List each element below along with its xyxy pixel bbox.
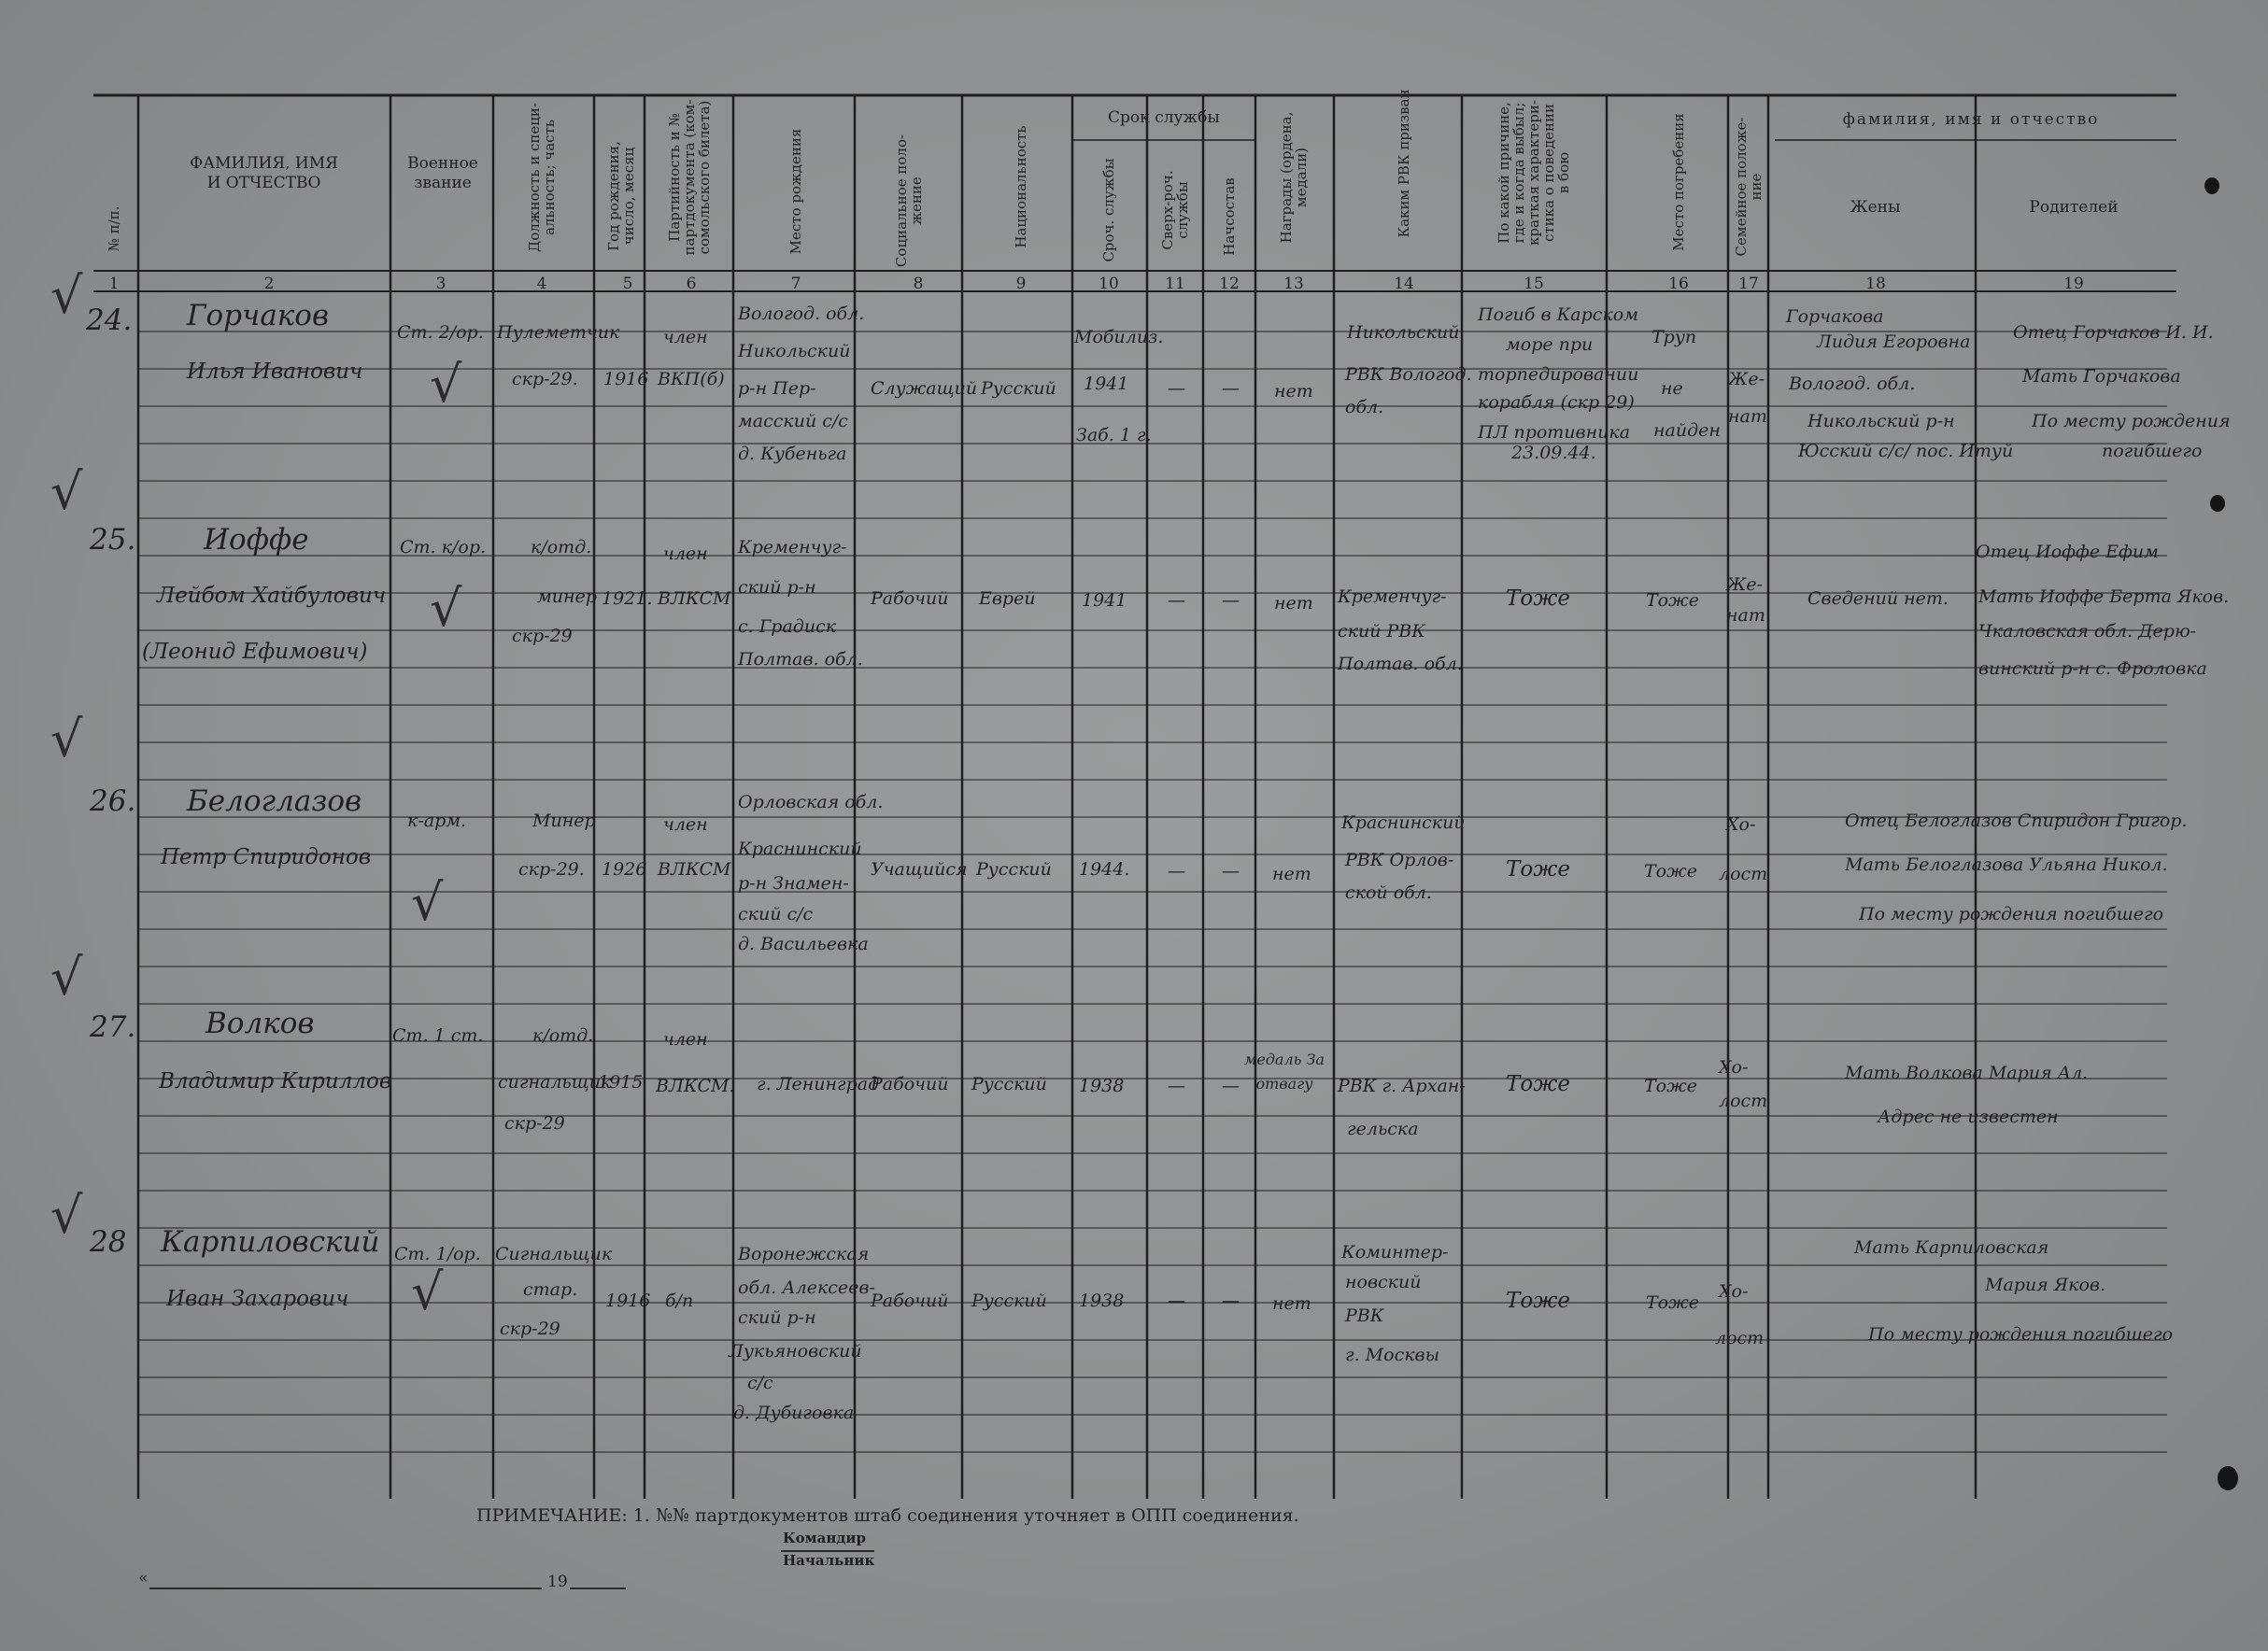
column-number-15: 15 bbox=[1524, 275, 1544, 293]
record-family-status: Хо- bbox=[1726, 814, 1756, 835]
date-year: 19 bbox=[547, 1573, 568, 1591]
record-wife: Юсский с/с/ пос. Итуй bbox=[1798, 441, 2014, 461]
record-birthplace: Орловская обл. bbox=[738, 792, 884, 812]
record-born: 1926 bbox=[602, 859, 647, 880]
header-service-group: Срок службы bbox=[1108, 108, 1220, 127]
column-number-17: 17 bbox=[1738, 275, 1759, 293]
column-number-5: 5 bbox=[622, 275, 633, 293]
column-number-9: 9 bbox=[1015, 275, 1027, 293]
record-burial: Труп bbox=[1651, 327, 1697, 347]
header-family-group: фамилия, имя и отчество bbox=[1842, 110, 2100, 129]
record-term: Мобилиз. bbox=[1074, 327, 1164, 347]
record-parents: Мать Белоглазова Ульяна Никол. bbox=[1845, 854, 2168, 875]
record-post: скр-29 bbox=[504, 1113, 565, 1134]
record-reason: Тоже bbox=[1506, 586, 1570, 611]
header-rvk: Каким РВК призван bbox=[1396, 89, 1412, 238]
record-number: 27. bbox=[90, 1010, 136, 1044]
record-family-status: лост bbox=[1715, 1328, 1765, 1348]
record-party: член bbox=[663, 543, 708, 564]
record-wife: Сведений нет. bbox=[1807, 588, 1949, 609]
column-number-7: 7 bbox=[790, 275, 801, 293]
check-mark-icon: √ bbox=[50, 462, 83, 521]
record-post: скр-29. bbox=[512, 369, 578, 389]
record-rvk: ский РВК bbox=[1338, 621, 1425, 642]
record-birthplace: Вологод. обл. bbox=[738, 303, 865, 324]
record-birthplace: ский р-н bbox=[738, 1307, 816, 1328]
record-post: скр-29. bbox=[518, 859, 585, 880]
record-nationality: Русский bbox=[971, 1291, 1047, 1311]
column-number-19: 19 bbox=[2063, 275, 2084, 293]
record-family-status: Же- bbox=[1728, 369, 1765, 389]
record-given-names: (Леонид Ефимович) bbox=[142, 640, 368, 664]
record-term: 1944. bbox=[1079, 859, 1130, 880]
column-number-18: 18 bbox=[1865, 275, 1886, 293]
header-name: ФАМИЛИЯ, ИМЯ И ОТЧЕСТВО bbox=[190, 154, 338, 192]
record-post: стар. bbox=[523, 1279, 578, 1300]
record-wife: Никольский р-н bbox=[1807, 411, 1955, 431]
record-reason: Тоже bbox=[1506, 1289, 1570, 1313]
record-born: 1921. bbox=[602, 588, 653, 609]
record-post: к/отд. bbox=[532, 1025, 594, 1046]
record-reason: корабля (скр 29) bbox=[1478, 392, 1635, 413]
record-family-status: Хо- bbox=[1719, 1281, 1749, 1302]
signature-title-bottom: Начальник bbox=[783, 1552, 875, 1569]
ink-blot bbox=[2218, 1466, 2238, 1490]
footnote: ПРИМЕЧАНИЕ: 1. №№ партдокументов штаб соединения уточняет в ОПП соединения. bbox=[476, 1505, 1299, 1526]
record-given-names: Лейбом Хайбулович bbox=[157, 584, 387, 608]
record-nationality: Русский bbox=[971, 1074, 1047, 1094]
record-term: 1941 bbox=[1082, 590, 1127, 611]
record-awards: нет bbox=[1274, 593, 1313, 614]
record-number: 24. bbox=[86, 303, 133, 337]
record-post: Минер bbox=[532, 811, 596, 831]
header-party: Партийность и № партдокумента (ком- сомольского билета) bbox=[666, 99, 713, 256]
record-rvk: Полтав. обл. bbox=[1338, 654, 1463, 674]
column-number-4: 4 bbox=[536, 275, 547, 293]
record-number: 25. bbox=[90, 523, 136, 557]
check-mark-icon: √ bbox=[50, 1186, 83, 1245]
record-burial: Тоже bbox=[1644, 1076, 1697, 1096]
record-party: ВКП(б) bbox=[658, 369, 725, 389]
record-birthplace: д. Дубиговка bbox=[733, 1403, 855, 1423]
record-surname: Иоффе bbox=[204, 523, 309, 557]
record-parents: По месту рождения погибшего bbox=[1868, 1324, 2174, 1345]
record-command: — bbox=[1222, 590, 1240, 611]
record-awards: нет bbox=[1272, 1293, 1311, 1314]
record-extra-term: — bbox=[1168, 1291, 1185, 1311]
record-birthplace: ский р-н bbox=[738, 577, 816, 598]
column-number-8: 8 bbox=[913, 275, 924, 293]
record-extra-term: — bbox=[1168, 1076, 1185, 1096]
header-awards: Награды (ордена, медали) bbox=[1278, 111, 1310, 244]
record-reason: Тоже bbox=[1506, 1072, 1570, 1096]
record-rvk: новский bbox=[1345, 1272, 1422, 1292]
record-nationality: Русский bbox=[981, 378, 1056, 399]
column-number-12: 12 bbox=[1219, 275, 1240, 293]
record-awards: медаль За отвагу bbox=[1244, 1051, 1325, 1093]
record-command: — bbox=[1222, 1291, 1240, 1311]
record-birthplace: с. Градиск bbox=[738, 616, 837, 637]
record-born: 1916 bbox=[603, 369, 649, 389]
signature-title-top: Командир bbox=[783, 1530, 866, 1546]
record-family-status: нат bbox=[1726, 605, 1765, 626]
record-term: Заб. 1 г. bbox=[1076, 425, 1152, 445]
record-reason: 23.09.44. bbox=[1511, 443, 1596, 463]
header-rank: Военное звание bbox=[407, 154, 478, 192]
record-burial: Тоже bbox=[1646, 1292, 1699, 1313]
record-given-names: Владимир Кириллов bbox=[159, 1069, 392, 1094]
record-wife: Горчакова bbox=[1786, 306, 1884, 327]
record-parents: Мать Волкова Мария Ал. bbox=[1845, 1063, 2089, 1083]
record-party: член bbox=[663, 1029, 708, 1050]
record-nationality: Русский bbox=[976, 859, 1052, 880]
record-reason: торпедировании bbox=[1478, 364, 1639, 385]
check-mark-icon: √ bbox=[430, 579, 462, 638]
record-given-names: Петр Спиридонов bbox=[161, 845, 372, 869]
record-family-status: Хо- bbox=[1719, 1057, 1749, 1078]
record-social: Учащийся bbox=[871, 859, 968, 880]
header-birth-year: Год рождения, число, месяц bbox=[605, 141, 637, 251]
record-party: член bbox=[663, 814, 708, 835]
header-post: Должность и специ- альность; часть bbox=[526, 103, 558, 252]
record-rvk: Коминтер- bbox=[1341, 1242, 1449, 1263]
column-number-6: 6 bbox=[686, 275, 697, 293]
record-rvk: обл. bbox=[1345, 397, 1384, 417]
record-rank: Ст. 1 ст. bbox=[392, 1025, 484, 1046]
record-birthplace: Никольский bbox=[738, 341, 851, 361]
record-born: 1916 bbox=[605, 1291, 651, 1311]
header-reason: По какой причине, где и когда выбыл; краткая характери- стика о поведении в бою bbox=[1495, 100, 1572, 246]
record-command: — bbox=[1222, 378, 1240, 399]
record-reason: ПЛ противника bbox=[1478, 422, 1631, 443]
record-command: — bbox=[1222, 1076, 1240, 1096]
header-command: Начсостав bbox=[1221, 177, 1238, 256]
record-surname: Горчаков bbox=[187, 299, 330, 332]
record-post: Пулеметчик bbox=[497, 322, 620, 343]
record-wife: Лидия Егоровна bbox=[1817, 332, 1971, 352]
record-rvk: РВК Вологод. bbox=[1345, 364, 1472, 385]
record-command: — bbox=[1222, 861, 1240, 882]
record-burial: Тоже bbox=[1644, 861, 1697, 882]
record-reason: море при bbox=[1506, 334, 1594, 355]
record-wife: Вологод. обл. bbox=[1789, 374, 1916, 394]
record-social: Рабочий bbox=[871, 588, 949, 609]
record-rvk: ской обл. bbox=[1345, 882, 1432, 903]
record-parents: По месту рождения bbox=[2032, 411, 2231, 431]
record-nationality: Еврей bbox=[979, 588, 1036, 609]
header-burial: Место погребения bbox=[1670, 113, 1687, 251]
record-reason: Погиб в Карском bbox=[1478, 304, 1638, 325]
record-parents: Чкаловская обл. Дерю- bbox=[1978, 621, 2197, 642]
record-family-status: лост bbox=[1719, 864, 1768, 884]
ink-blot bbox=[2210, 495, 2225, 512]
record-rank: Ст. 1/ор. bbox=[394, 1244, 481, 1264]
check-mark-icon: √ bbox=[411, 1263, 444, 1321]
record-burial: Тоже bbox=[1646, 590, 1699, 611]
record-number: 28 bbox=[90, 1225, 127, 1259]
record-burial: найден bbox=[1653, 420, 1721, 441]
header-parents: Родителей bbox=[2029, 198, 2119, 217]
record-term: 1941 bbox=[1084, 374, 1129, 394]
record-parents: Адрес не известен bbox=[1878, 1107, 2059, 1127]
column-number-13: 13 bbox=[1283, 275, 1304, 293]
record-surname: Белоглазов bbox=[187, 784, 362, 818]
record-birthplace: д. Васильевка bbox=[738, 934, 869, 954]
record-rank: Ст. 2/ор. bbox=[397, 322, 484, 343]
header-wife: Жены bbox=[1850, 198, 1901, 217]
record-parents: Мать Горчакова bbox=[2022, 366, 2181, 387]
column-number-1: 1 bbox=[108, 275, 120, 293]
record-surname: Волков bbox=[206, 1007, 315, 1040]
record-post: минер bbox=[537, 586, 597, 607]
check-mark-icon: √ bbox=[411, 873, 444, 932]
record-parents: Мать Карпиловская bbox=[1854, 1237, 2049, 1258]
record-rvk: РВК Орлов- bbox=[1345, 850, 1454, 870]
record-parents: Отец Белоглазов Спиридон Григор. bbox=[1845, 811, 2188, 831]
record-birthplace: обл. Алексеев- bbox=[738, 1277, 875, 1298]
record-rvk: Кременчуг- bbox=[1338, 586, 1447, 607]
record-birthplace: д. Кубеньга bbox=[738, 444, 847, 464]
record-birthplace: р-н Пер- bbox=[738, 378, 816, 399]
record-term: 1938 bbox=[1079, 1291, 1125, 1311]
record-party: член bbox=[663, 327, 708, 347]
record-social: Рабочий bbox=[871, 1074, 949, 1094]
header-number: № п/п. bbox=[106, 205, 122, 252]
record-given-names: Илья Иванович bbox=[187, 360, 363, 384]
record-parents: Мария Яков. bbox=[1985, 1275, 2106, 1295]
check-mark-icon: √ bbox=[50, 710, 83, 769]
record-parents: Отец Иоффе Ефим bbox=[1976, 542, 2159, 562]
record-rvk: Краснинский bbox=[1341, 812, 1466, 833]
header-nationality: Национальность bbox=[1013, 125, 1029, 248]
record-birthplace: Воронежская bbox=[738, 1244, 870, 1264]
record-family-status: лост bbox=[1719, 1091, 1768, 1111]
column-number-2: 2 bbox=[263, 275, 275, 293]
record-burial: не bbox=[1661, 378, 1683, 399]
record-reason: Тоже bbox=[1506, 857, 1570, 882]
header-term-extra: Сверх-роч. службы bbox=[1159, 170, 1191, 250]
date-prefix: « bbox=[138, 1569, 149, 1588]
record-rvk: Никольский bbox=[1347, 322, 1460, 343]
header-birthplace: Место рождения bbox=[787, 128, 804, 255]
record-party: ВЛКСМ. bbox=[656, 1076, 735, 1096]
record-post: скр-29 bbox=[512, 626, 573, 646]
check-mark-icon: √ bbox=[50, 948, 83, 1007]
record-born: 1915 bbox=[598, 1072, 644, 1093]
record-rvk: РВК г. Архан- bbox=[1338, 1076, 1466, 1096]
header-social: Социальное поло- жение bbox=[893, 134, 925, 268]
check-mark-icon: √ bbox=[430, 355, 462, 414]
record-social: Рабочий bbox=[871, 1291, 949, 1311]
record-surname: Карпиловский bbox=[161, 1225, 380, 1259]
record-post: скр-29 bbox=[500, 1319, 560, 1339]
date-year-line bbox=[570, 1588, 626, 1589]
record-family-status: Же- bbox=[1726, 574, 1764, 595]
record-parents: Отец Горчаков И. И. bbox=[2013, 322, 2214, 343]
record-party: ВЛКСМ bbox=[658, 859, 731, 880]
record-party: б/п bbox=[665, 1291, 694, 1311]
header-term-regular: Сроч. службы bbox=[1100, 158, 1117, 262]
record-party: ВЛКСМ bbox=[658, 588, 731, 609]
record-birthplace: ский с/с bbox=[738, 904, 814, 924]
record-birthplace: Лукьяновский bbox=[729, 1341, 862, 1362]
record-awards: нет bbox=[1274, 381, 1313, 402]
record-extra-term: — bbox=[1168, 378, 1185, 399]
column-number-11: 11 bbox=[1165, 275, 1185, 293]
record-number: 26. bbox=[90, 784, 136, 818]
date-line bbox=[149, 1588, 542, 1589]
record-social: Служащий bbox=[871, 378, 978, 399]
header-family-status: Семейное положе- ние bbox=[1733, 117, 1765, 257]
record-given-names: Иван Захарович bbox=[166, 1287, 349, 1311]
record-birthplace: с/с bbox=[747, 1373, 773, 1393]
column-number-10: 10 bbox=[1099, 275, 1119, 293]
record-birthplace: Полтав. обл. bbox=[738, 649, 863, 670]
record-birthplace: Краснинский bbox=[738, 839, 862, 859]
record-parents: Мать Иоффе Берта Яков. bbox=[1978, 586, 2230, 607]
column-number-14: 14 bbox=[1394, 275, 1414, 293]
column-number-3: 3 bbox=[435, 275, 447, 293]
record-rvk: гельска bbox=[1347, 1119, 1419, 1139]
check-mark-icon: √ bbox=[50, 266, 83, 325]
column-number-16: 16 bbox=[1668, 275, 1689, 293]
record-post: к/отд. bbox=[531, 537, 592, 557]
record-birthplace: Кременчуг- bbox=[738, 537, 847, 557]
record-parents: По месту рождения погибшего bbox=[1859, 904, 2164, 924]
record-rank: к-арм. bbox=[407, 811, 467, 831]
record-birthplace: р-н Знамен- bbox=[738, 873, 849, 894]
record-term: 1938 bbox=[1079, 1076, 1125, 1096]
record-rvk: г. Москвы bbox=[1345, 1345, 1440, 1365]
record-awards: нет bbox=[1272, 864, 1311, 884]
record-post: Сигнальщик bbox=[495, 1244, 613, 1264]
record-rvk: РВК bbox=[1345, 1305, 1384, 1326]
record-extra-term: — bbox=[1168, 861, 1185, 882]
record-post: сигнальщик bbox=[498, 1072, 612, 1093]
record-parents: винский р-н с. Фроловка bbox=[1978, 658, 2207, 679]
record-rank: Ст. к/ор. bbox=[400, 537, 487, 557]
ink-blot bbox=[2204, 177, 2219, 194]
record-birthplace: масский с/с bbox=[738, 411, 848, 431]
record-extra-term: — bbox=[1168, 590, 1185, 611]
record-family-status: нат bbox=[1728, 406, 1767, 427]
record-birthplace: г. Ленинград bbox=[757, 1074, 880, 1094]
record-parents: погибшего bbox=[2102, 441, 2203, 461]
